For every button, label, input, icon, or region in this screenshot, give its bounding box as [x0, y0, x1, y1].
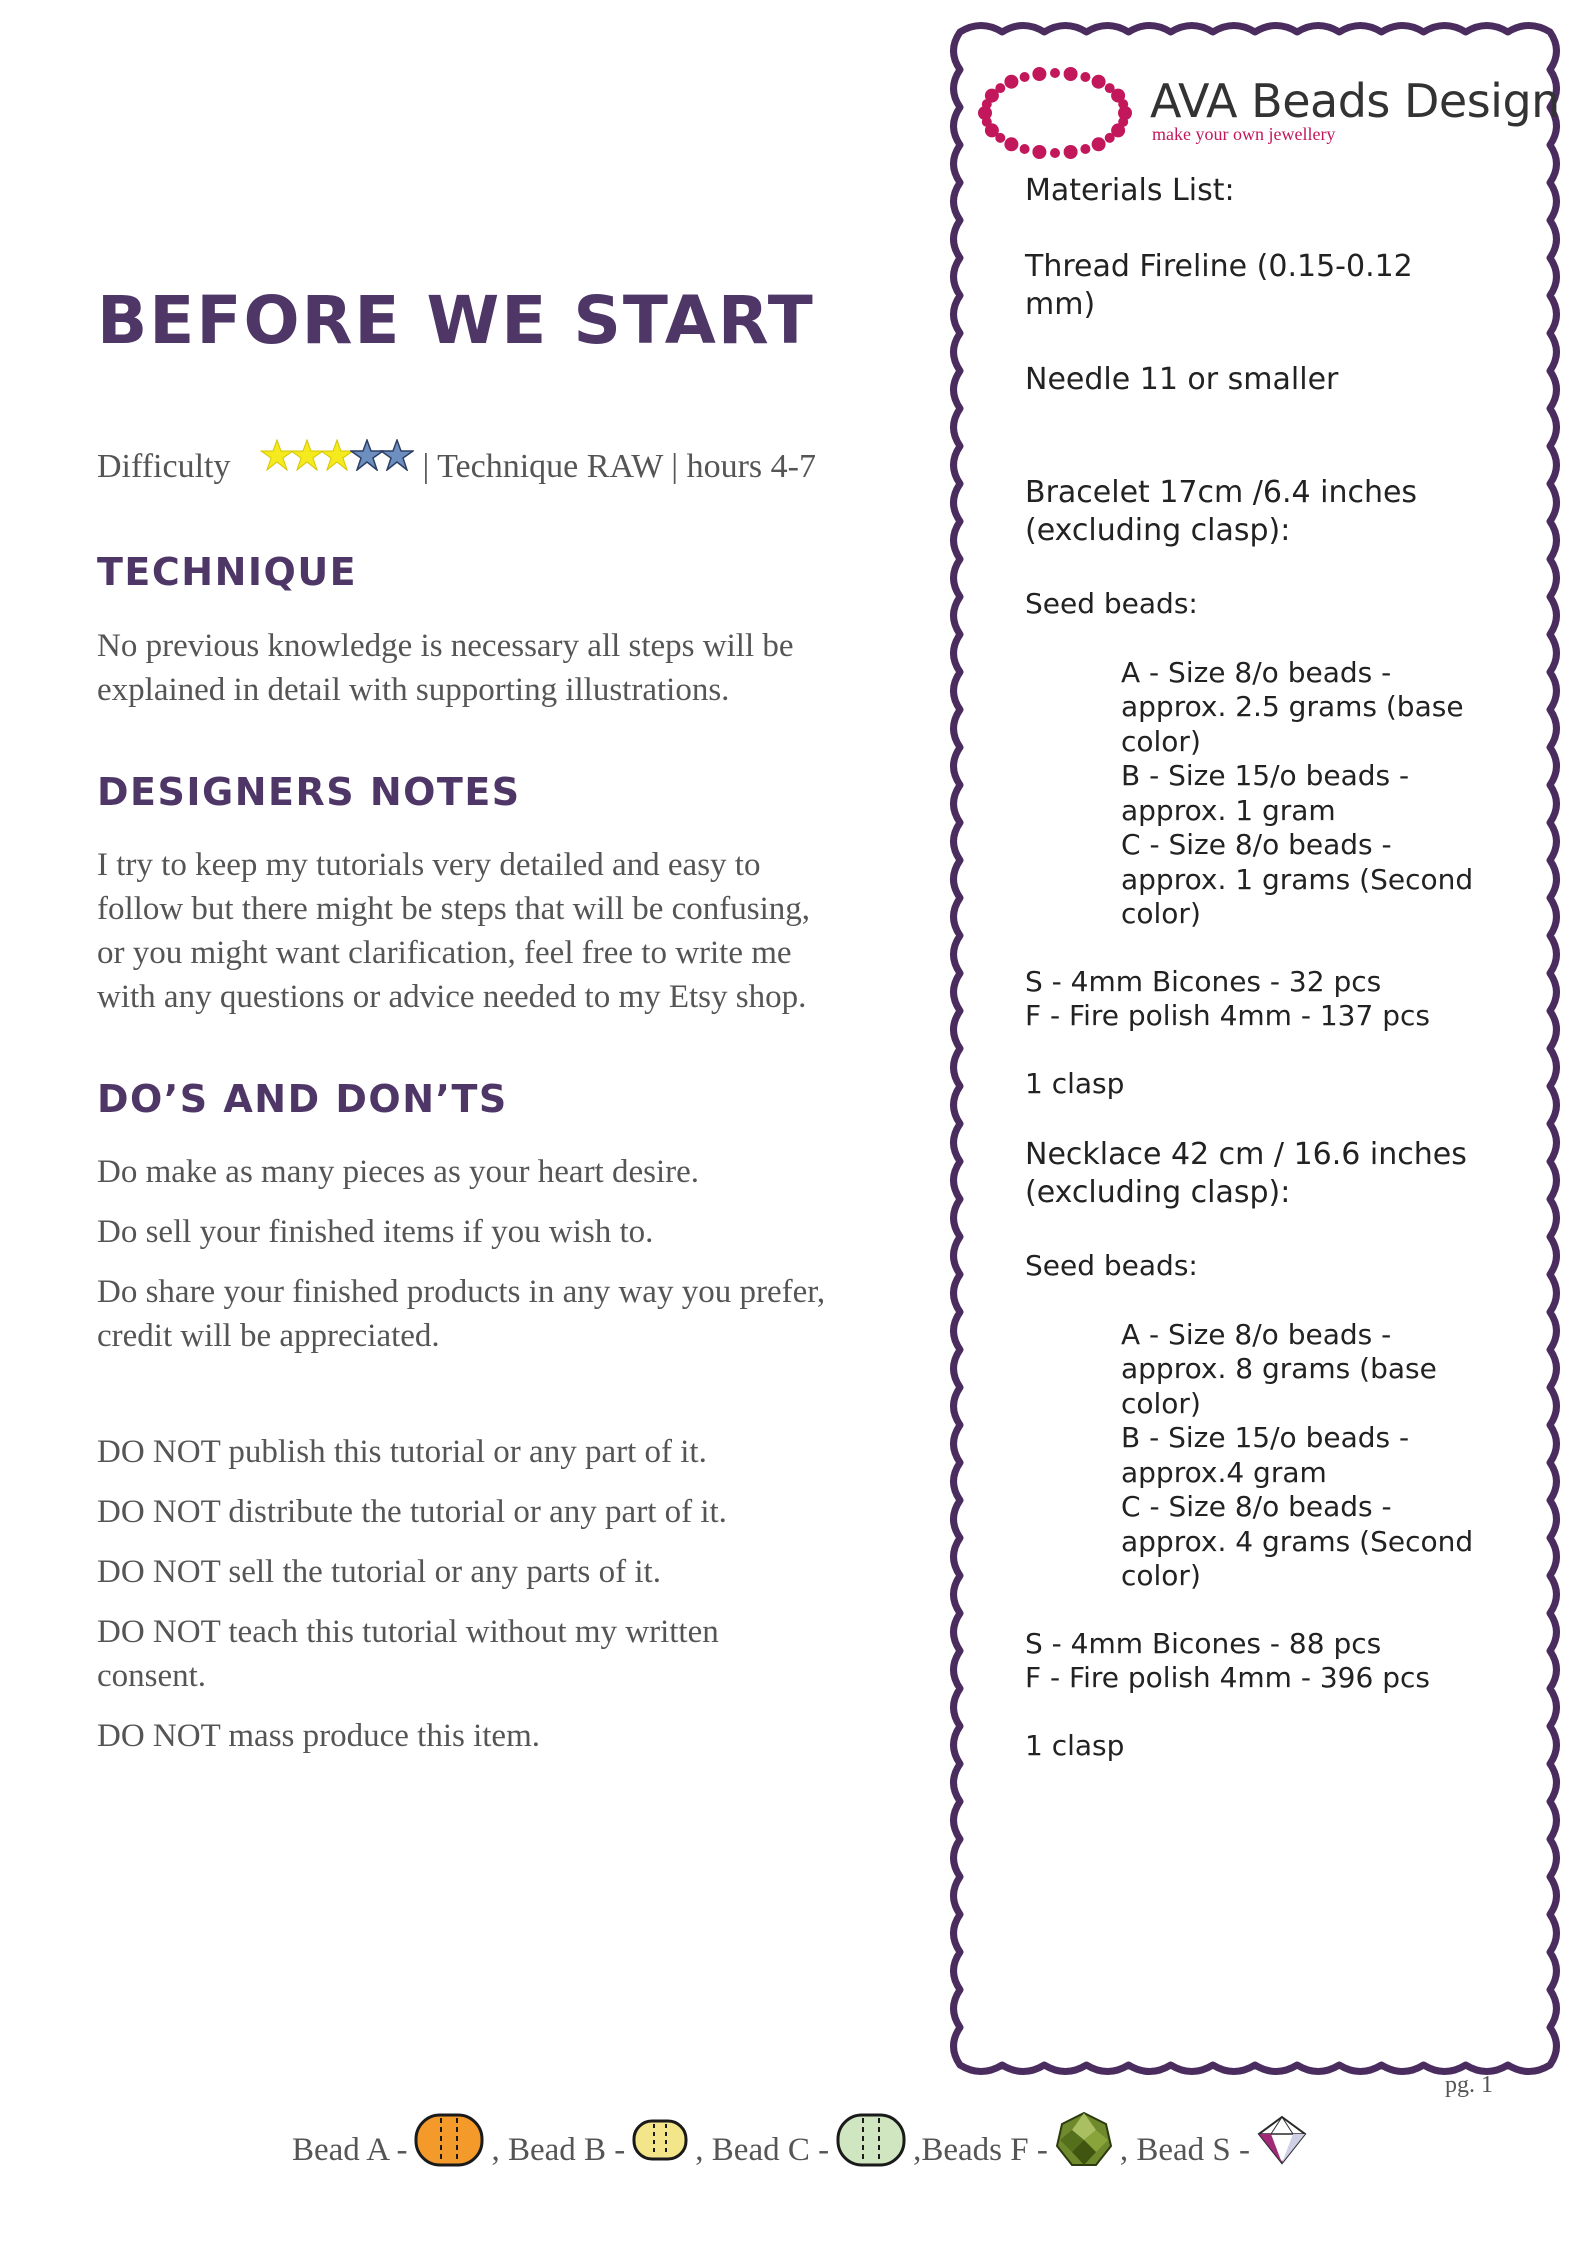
logo-bead-dot [1080, 72, 1090, 82]
bead-f-label: ,Beads F - [913, 2131, 1048, 2168]
bracelet-bead-a: color) [1121, 725, 1201, 758]
dont-rule: DO NOT sell the tutorial or any parts of it. [97, 1554, 661, 1590]
bracelet-bead-b: B - Size 15/o beads - [1121, 759, 1410, 792]
necklace-bead-b: approx.4 gram [1121, 1456, 1327, 1489]
technique-heading: TECHNIQUE [97, 550, 358, 594]
bead-legend [292, 2100, 1314, 2200]
do-rule: credit will be appreciated. [97, 1318, 440, 1354]
necklace-clasp: 1 clasp [1025, 1729, 1125, 1762]
bead-b-label: , Bead B - [491, 2131, 626, 2168]
material-thread: Thread Fireline (0.15-0.12 [1025, 249, 1413, 284]
logo-bead-dot [1050, 148, 1060, 158]
necklace-bead-a: approx. 8 grams (base [1121, 1352, 1437, 1385]
logo-bead-dot [1020, 72, 1030, 82]
bead-c-label: , Bead C - [695, 2131, 830, 2168]
bracelet-bead-c: approx. 1 grams (Second [1121, 863, 1474, 896]
bracelet-bead-b: approx. 1 gram [1121, 794, 1336, 827]
bead-b-icon [631, 2118, 689, 2162]
logo-bead-dot [1080, 144, 1090, 154]
necklace-title: (excluding clasp): [1025, 1175, 1291, 1210]
necklace-bead-a: A - Size 8/o beads - [1121, 1318, 1392, 1351]
logo-bead-dot [1020, 144, 1030, 154]
logo-tagline: make your own jewellery [1152, 124, 1336, 144]
necklace-fire-polish: F - Fire polish 4mm - 396 pcs [1025, 1661, 1430, 1694]
necklace-title: Necklace 42 cm / 16.6 inches [1025, 1137, 1467, 1172]
do-rule: Do make as many pieces as your heart desire. [97, 1154, 700, 1190]
logo-bead-dot [1032, 145, 1046, 159]
logo-bead-dot [1032, 67, 1046, 81]
do-rule: Do share your finished products in any way you prefer, [97, 1274, 826, 1310]
technique-hours-text: | Technique RAW | hours 4-7 [422, 448, 816, 485]
necklace-bead-b: B - Size 15/o beads - [1121, 1421, 1410, 1454]
logo-bead-dot [995, 83, 1005, 93]
designers-notes-line: follow but there might be steps that will be confusing, [97, 891, 811, 927]
technique-text-line: explained in detail with supporting illustrations. [97, 672, 730, 708]
designers-notes-heading: DESIGNERS NOTES [97, 770, 521, 814]
bracelet-bead-a: approx. 2.5 grams (base [1121, 690, 1464, 723]
logo-bead-dot [1092, 75, 1106, 89]
bicone-bead-icon [1256, 2114, 1308, 2166]
logo-bead-dot [1004, 137, 1018, 151]
logo-bead-dot [1092, 137, 1106, 151]
materials-header: Materials List: [1025, 173, 1235, 208]
page-number: pg. 1 [1445, 2072, 1493, 2098]
logo-bead-dot [1004, 75, 1018, 89]
bracelet-title: Bracelet 17cm /6.4 inches [1025, 475, 1418, 510]
material-needle: Needle 11 or smaller [1025, 362, 1339, 397]
bracelet-title: (excluding clasp): [1025, 513, 1291, 548]
designers-notes-line: or you might want clarification, feel free to write me [97, 935, 792, 971]
bracelet-bead-a: A - Size 8/o beads - [1121, 656, 1392, 689]
bracelet-fire-polish: F - Fire polish 4mm - 137 pcs [1025, 999, 1430, 1032]
bead-c-icon [835, 2112, 907, 2168]
bracelet-bead-c: C - Size 8/o beads - [1121, 828, 1392, 861]
necklace-bead-c: approx. 4 grams (Second [1121, 1525, 1474, 1558]
dont-rule: DO NOT mass produce this item. [97, 1718, 541, 1754]
bracelet-clasp: 1 clasp [1025, 1067, 1125, 1100]
logo-bead-dot [1064, 67, 1078, 81]
necklace-bead-a: color) [1121, 1387, 1201, 1420]
dont-rule: DO NOT teach this tutorial without my written [97, 1614, 719, 1650]
logo-bead-dot [1118, 99, 1128, 109]
logo-name: AVA Beads Design [1150, 74, 1560, 128]
necklace-seed-label: Seed beads: [1025, 1249, 1198, 1282]
designers-notes-line: with any questions or advice needed to my Etsy shop. [97, 979, 807, 1015]
dont-rule: consent. [97, 1658, 207, 1694]
necklace-bead-c: C - Size 8/o beads - [1121, 1490, 1392, 1523]
logo-bead-ring-icon [970, 58, 1140, 168]
necklace-bicones: S - 4mm Bicones - 88 pcs [1025, 1627, 1382, 1660]
bracelet-bead-c: color) [1121, 897, 1201, 930]
dont-rule: DO NOT distribute the tutorial or any part of it. [97, 1494, 727, 1530]
bracelet-seed-label: Seed beads: [1025, 587, 1198, 620]
bead-a-icon [413, 2112, 485, 2168]
logo-bead-dot [1050, 68, 1060, 78]
do-rule: Do sell your finished items if you wish to. [97, 1214, 654, 1250]
material-thread: mm) [1025, 287, 1096, 322]
technique-text-line: No previous knowledge is necessary all steps will be [97, 628, 794, 664]
dont-rule: DO NOT publish this tutorial or any part of it. [97, 1434, 707, 1470]
bead-a-label: Bead A - [292, 2131, 408, 2168]
necklace-bead-c: color) [1121, 1559, 1201, 1592]
bracelet-bicones: S - 4mm Bicones - 32 pcs [1025, 965, 1382, 998]
page-title: BEFORE WE START [97, 282, 815, 359]
dos-donts-heading: DO’S AND DON’TS [97, 1077, 508, 1121]
designers-notes-line: I try to keep my tutorials very detailed and easy to [97, 847, 761, 883]
logo-bead-dot [1105, 133, 1115, 143]
logo-bead-dot [1064, 145, 1078, 159]
bead-s-label: , Bead S - [1119, 2131, 1251, 2168]
fire-polish-bead-icon [1054, 2110, 1114, 2170]
difficulty-label: Difficulty [97, 448, 231, 485]
